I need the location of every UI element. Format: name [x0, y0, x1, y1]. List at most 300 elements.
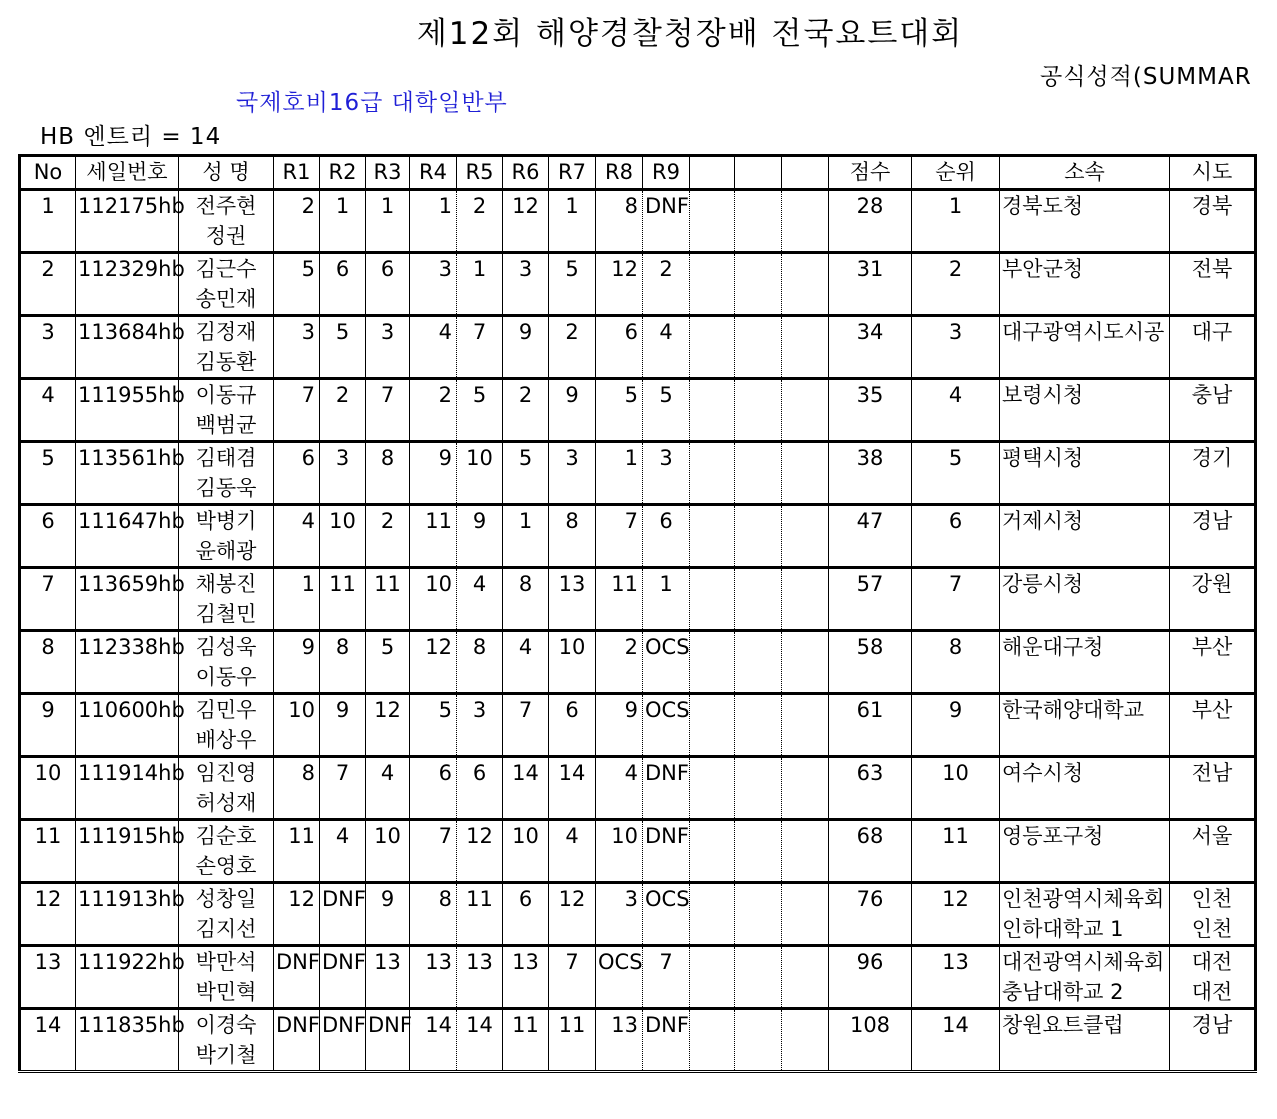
crew-name: 허성재: [195, 791, 257, 815]
crew-names: [179, 631, 274, 694]
affiliation: [1000, 883, 1170, 946]
affiliation-line: 경북도청: [1002, 194, 1084, 218]
race-result: 13: [457, 946, 503, 1009]
table-row: [20, 379, 1256, 442]
race-result: 12: [549, 883, 596, 946]
race-result: 2: [320, 379, 366, 442]
crew-name: 김동환: [195, 350, 257, 374]
race-result: DNF: [643, 820, 690, 883]
empty-cell: [735, 1009, 782, 1072]
region: [1170, 442, 1256, 505]
column-header: 성 명: [179, 156, 274, 190]
empty-cell: [690, 694, 735, 757]
total-score: 96: [829, 946, 912, 1009]
column-header: R6: [503, 156, 549, 190]
region-line: 경남: [1191, 509, 1233, 533]
race-result: 4: [366, 757, 410, 820]
column-header: 세일번호: [76, 156, 179, 190]
crew-name: 김철민: [195, 602, 257, 626]
crew-name: 손영호: [195, 854, 257, 878]
region-line: 대전: [1191, 980, 1233, 1004]
affiliation: [1000, 190, 1170, 253]
sail-number: 111835hb: [76, 1009, 179, 1072]
empty-cell: [735, 946, 782, 1009]
affiliation: [1000, 316, 1170, 379]
affiliation-line: 영등포구청: [1002, 824, 1104, 848]
table-row: [20, 316, 1256, 379]
empty-cell: [782, 694, 829, 757]
race-result: 11: [274, 820, 320, 883]
sail-number: 113561hb: [76, 442, 179, 505]
region-line: 대전: [1191, 950, 1233, 974]
race-result: 2: [643, 253, 690, 316]
total-score: 47: [829, 505, 912, 568]
race-result: 5: [596, 379, 643, 442]
total-score: 35: [829, 379, 912, 442]
column-header: R8: [596, 156, 643, 190]
row-number: 9: [20, 694, 76, 757]
row-number: 5: [20, 442, 76, 505]
race-result: 5: [549, 253, 596, 316]
sail-number: 113659hb: [76, 568, 179, 631]
race-result: 9: [503, 316, 549, 379]
race-result: 11: [366, 568, 410, 631]
region-line: 충남: [1191, 383, 1233, 407]
crew-name: 채봉진: [195, 572, 257, 596]
region: [1170, 190, 1256, 253]
race-result: 7: [320, 757, 366, 820]
region: [1170, 253, 1256, 316]
race-result: 11: [503, 1009, 549, 1072]
total-score: 31: [829, 253, 912, 316]
region-line: 경남: [1191, 1013, 1233, 1037]
affiliation: [1000, 1009, 1170, 1072]
final-rank: 10: [912, 757, 1000, 820]
column-header: R3: [366, 156, 410, 190]
empty-cell: [690, 820, 735, 883]
empty-cell: [782, 253, 829, 316]
race-result: 5: [274, 253, 320, 316]
sail-number: 111915hb: [76, 820, 179, 883]
race-result: 6: [549, 694, 596, 757]
affiliation-line: 인천광역시체육회: [1002, 887, 1165, 911]
region: [1170, 820, 1256, 883]
crew-name: 박만석: [195, 950, 257, 974]
crew-names: [179, 442, 274, 505]
row-number: 1: [20, 190, 76, 253]
empty-cell: [735, 253, 782, 316]
crew-name: 백범균: [195, 413, 257, 437]
column-header: R5: [457, 156, 503, 190]
crew-name: 이동규: [195, 383, 257, 407]
race-result: 10: [320, 505, 366, 568]
region-line: 인천: [1191, 917, 1233, 941]
empty-cell: [690, 757, 735, 820]
race-result: 3: [596, 883, 643, 946]
race-result: 4: [274, 505, 320, 568]
race-result: 5: [457, 379, 503, 442]
table-row: [20, 442, 1256, 505]
race-result: 2: [596, 631, 643, 694]
race-result: 2: [457, 190, 503, 253]
crew-name: 전주현: [195, 194, 257, 218]
column-header: R7: [549, 156, 596, 190]
total-score: 76: [829, 883, 912, 946]
region-line: 부산: [1191, 635, 1233, 659]
race-result: 6: [274, 442, 320, 505]
table-row: [20, 631, 1256, 694]
empty-cell: [782, 757, 829, 820]
region: [1170, 694, 1256, 757]
sail-number: 112175hb: [76, 190, 179, 253]
sail-number: 110600hb: [76, 694, 179, 757]
race-result: 5: [643, 379, 690, 442]
crew-name: 김동욱: [195, 476, 257, 500]
table-row: [20, 190, 1256, 253]
race-result: 8: [366, 442, 410, 505]
race-result: 4: [410, 316, 457, 379]
race-result: 13: [503, 946, 549, 1009]
crew-names: [179, 883, 274, 946]
final-rank: 3: [912, 316, 1000, 379]
affiliation: [1000, 946, 1170, 1009]
crew-names: [179, 568, 274, 631]
race-result: 7: [503, 694, 549, 757]
affiliation-line: 여수시청: [1002, 761, 1084, 785]
race-result: 13: [549, 568, 596, 631]
race-result: 2: [366, 505, 410, 568]
final-rank: 5: [912, 442, 1000, 505]
race-result: 8: [410, 883, 457, 946]
total-score: 61: [829, 694, 912, 757]
column-header: 시도: [1170, 156, 1256, 190]
affiliation-line: 평택시청: [1002, 446, 1084, 470]
crew-name: 박기철: [195, 1043, 257, 1067]
empty-cell: [690, 946, 735, 1009]
race-result: DNF: [643, 757, 690, 820]
affiliation: [1000, 694, 1170, 757]
race-result: 3: [503, 253, 549, 316]
crew-name: 박병기: [195, 509, 257, 533]
race-result: 9: [366, 883, 410, 946]
race-result: 3: [549, 442, 596, 505]
column-header: [690, 156, 735, 190]
crew-names: [179, 946, 274, 1009]
column-header: [735, 156, 782, 190]
race-result: 6: [410, 757, 457, 820]
row-number: 14: [20, 1009, 76, 1072]
crew-names: [179, 505, 274, 568]
affiliation-line: 거제시청: [1002, 509, 1084, 533]
region-line: 강원: [1191, 572, 1233, 596]
crew-name: 윤해광: [195, 539, 257, 563]
region-line: 경기: [1191, 446, 1233, 470]
race-result: 6: [320, 253, 366, 316]
empty-cell: [735, 757, 782, 820]
race-result: 5: [503, 442, 549, 505]
entry-count: HB 엔트리 = 14: [40, 124, 222, 150]
empty-cell: [735, 568, 782, 631]
sail-number: 113684hb: [76, 316, 179, 379]
table-row: [20, 253, 1256, 316]
empty-cell: [690, 883, 735, 946]
column-header: R1: [274, 156, 320, 190]
total-score: 68: [829, 820, 912, 883]
affiliation-line: 부안군청: [1002, 257, 1084, 281]
race-result: 3: [643, 442, 690, 505]
empty-cell: [735, 694, 782, 757]
race-result: 1: [410, 190, 457, 253]
crew-name: 배상우: [195, 728, 257, 752]
race-result: 12: [457, 820, 503, 883]
race-result: 7: [596, 505, 643, 568]
table-row: [20, 883, 1256, 946]
total-score: 38: [829, 442, 912, 505]
row-number: 3: [20, 316, 76, 379]
empty-cell: [690, 253, 735, 316]
empty-cell: [690, 568, 735, 631]
empty-cell: [690, 631, 735, 694]
race-result: 13: [410, 946, 457, 1009]
affiliation-line: 대구광역시도시공: [1002, 320, 1165, 344]
affiliation: [1000, 757, 1170, 820]
empty-cell: [690, 316, 735, 379]
race-result: 14: [549, 757, 596, 820]
sail-number: 111913hb: [76, 883, 179, 946]
region: [1170, 757, 1256, 820]
crew-name: 김민우: [195, 698, 257, 722]
race-result: 1: [320, 190, 366, 253]
race-result: 8: [320, 631, 366, 694]
header-row: [20, 156, 1256, 190]
sail-number: 111955hb: [76, 379, 179, 442]
race-result: 11: [596, 568, 643, 631]
column-header: [782, 156, 829, 190]
region: [1170, 883, 1256, 946]
race-result: 7: [457, 316, 503, 379]
table-row: [20, 694, 1256, 757]
category-title: 국제호비16급 대학일반부: [236, 90, 508, 116]
crew-name: 김근수: [195, 257, 257, 281]
official-results-label: 공식성적(SUMMAR: [1040, 64, 1252, 90]
empty-cell: [782, 631, 829, 694]
race-result: DNF: [320, 1009, 366, 1072]
race-result: 4: [643, 316, 690, 379]
crew-names: [179, 316, 274, 379]
region: [1170, 568, 1256, 631]
crew-name: 김정재: [195, 320, 257, 344]
crew-name: 김태겸: [195, 446, 257, 470]
race-result: OCS: [643, 631, 690, 694]
column-header: 순위: [912, 156, 1000, 190]
region-line: 대구: [1191, 320, 1233, 344]
final-rank: 6: [912, 505, 1000, 568]
empty-cell: [735, 631, 782, 694]
race-result: 14: [457, 1009, 503, 1072]
region-line: 경북: [1191, 194, 1233, 218]
total-score: 63: [829, 757, 912, 820]
race-result: 6: [457, 757, 503, 820]
race-result: 1: [643, 568, 690, 631]
empty-cell: [690, 190, 735, 253]
empty-cell: [782, 442, 829, 505]
crew-names: [179, 757, 274, 820]
race-result: 8: [596, 190, 643, 253]
race-result: 5: [320, 316, 366, 379]
race-result: 9: [410, 442, 457, 505]
row-number: 10: [20, 757, 76, 820]
race-result: 7: [410, 820, 457, 883]
final-rank: 8: [912, 631, 1000, 694]
table-row: [20, 946, 1256, 1009]
results-body: [20, 190, 1256, 1072]
race-result: 10: [274, 694, 320, 757]
empty-cell: [735, 820, 782, 883]
final-rank: 7: [912, 568, 1000, 631]
column-header: R4: [410, 156, 457, 190]
empty-cell: [782, 883, 829, 946]
final-rank: 13: [912, 946, 1000, 1009]
row-number: 4: [20, 379, 76, 442]
affiliation-line: 한국해양대학교: [1002, 698, 1145, 722]
row-number: 11: [20, 820, 76, 883]
race-result: 8: [503, 568, 549, 631]
affiliation: [1000, 442, 1170, 505]
empty-cell: [782, 379, 829, 442]
race-result: 9: [596, 694, 643, 757]
crew-names: [179, 820, 274, 883]
empty-cell: [782, 505, 829, 568]
affiliation: [1000, 820, 1170, 883]
sail-number: 112338hb: [76, 631, 179, 694]
crew-names: [179, 379, 274, 442]
race-result: 9: [274, 631, 320, 694]
total-score: 108: [829, 1009, 912, 1072]
sail-number: 111922hb: [76, 946, 179, 1009]
affiliation: [1000, 379, 1170, 442]
race-result: 9: [320, 694, 366, 757]
race-result: OCS: [643, 883, 690, 946]
race-result: 8: [549, 505, 596, 568]
crew-name: 이경숙: [195, 1013, 257, 1037]
race-result: 9: [457, 505, 503, 568]
race-result: 12: [596, 253, 643, 316]
empty-cell: [782, 946, 829, 1009]
race-result: 9: [549, 379, 596, 442]
final-rank: 11: [912, 820, 1000, 883]
race-result: 4: [596, 757, 643, 820]
empty-cell: [782, 1009, 829, 1072]
crew-name: 김지선: [195, 917, 257, 941]
race-result: 5: [366, 631, 410, 694]
race-result: DNF: [274, 946, 320, 1009]
race-result: 8: [274, 757, 320, 820]
final-rank: 14: [912, 1009, 1000, 1072]
empty-cell: [735, 379, 782, 442]
race-result: 12: [410, 631, 457, 694]
race-result: 14: [410, 1009, 457, 1072]
region: [1170, 379, 1256, 442]
race-result: 12: [503, 190, 549, 253]
crew-names: [179, 1009, 274, 1072]
race-result: DNF: [366, 1009, 410, 1072]
final-rank: 12: [912, 883, 1000, 946]
crew-name: 임진영: [195, 761, 257, 785]
region: [1170, 631, 1256, 694]
column-header: No: [20, 156, 76, 190]
table-row: [20, 1009, 1256, 1072]
affiliation-line: 창원요트클럽: [1002, 1013, 1124, 1037]
affiliation-line: 강릉시청: [1002, 572, 1084, 596]
empty-cell: [690, 505, 735, 568]
race-result: OCS: [596, 946, 643, 1009]
empty-cell: [782, 316, 829, 379]
region-line: 전북: [1191, 257, 1233, 281]
row-number: 7: [20, 568, 76, 631]
affiliation-line: 보령시청: [1002, 383, 1084, 407]
results-header: [20, 156, 1256, 190]
race-result: 6: [596, 316, 643, 379]
race-result: DNF: [643, 1009, 690, 1072]
race-result: 4: [457, 568, 503, 631]
crew-name: 정권: [205, 224, 247, 248]
empty-cell: [690, 442, 735, 505]
crew-names: [179, 253, 274, 316]
empty-cell: [690, 1009, 735, 1072]
empty-cell: [690, 379, 735, 442]
region-line: 서울: [1191, 824, 1233, 848]
empty-cell: [735, 190, 782, 253]
race-result: 7: [274, 379, 320, 442]
race-result: 6: [643, 505, 690, 568]
race-result: 1: [366, 190, 410, 253]
table-row: [20, 757, 1256, 820]
race-result: 12: [274, 883, 320, 946]
crew-name: 성창일: [195, 887, 257, 911]
race-result: 7: [366, 379, 410, 442]
crew-name: 김순호: [195, 824, 257, 848]
affiliation: [1000, 631, 1170, 694]
race-result: 3: [410, 253, 457, 316]
race-result: 7: [643, 946, 690, 1009]
race-result: DNF: [320, 946, 366, 1009]
race-result: 7: [549, 946, 596, 1009]
row-number: 8: [20, 631, 76, 694]
race-result: 2: [503, 379, 549, 442]
race-result: 5: [410, 694, 457, 757]
affiliation: [1000, 253, 1170, 316]
region-line: 전남: [1191, 761, 1233, 785]
race-result: 1: [457, 253, 503, 316]
crew-name: 이동우: [195, 665, 257, 689]
affiliation: [1000, 568, 1170, 631]
affiliation-line: 해운대구청: [1002, 635, 1104, 659]
race-result: 3: [320, 442, 366, 505]
race-result: 2: [274, 190, 320, 253]
race-result: 10: [457, 442, 503, 505]
crew-name: 박민혁: [195, 980, 257, 1004]
total-score: 34: [829, 316, 912, 379]
race-result: 6: [366, 253, 410, 316]
total-score: 58: [829, 631, 912, 694]
final-rank: 1: [912, 190, 1000, 253]
crew-names: [179, 694, 274, 757]
race-result: 10: [503, 820, 549, 883]
race-result: 14: [503, 757, 549, 820]
final-rank: 2: [912, 253, 1000, 316]
race-result: 10: [549, 631, 596, 694]
race-result: OCS: [643, 694, 690, 757]
